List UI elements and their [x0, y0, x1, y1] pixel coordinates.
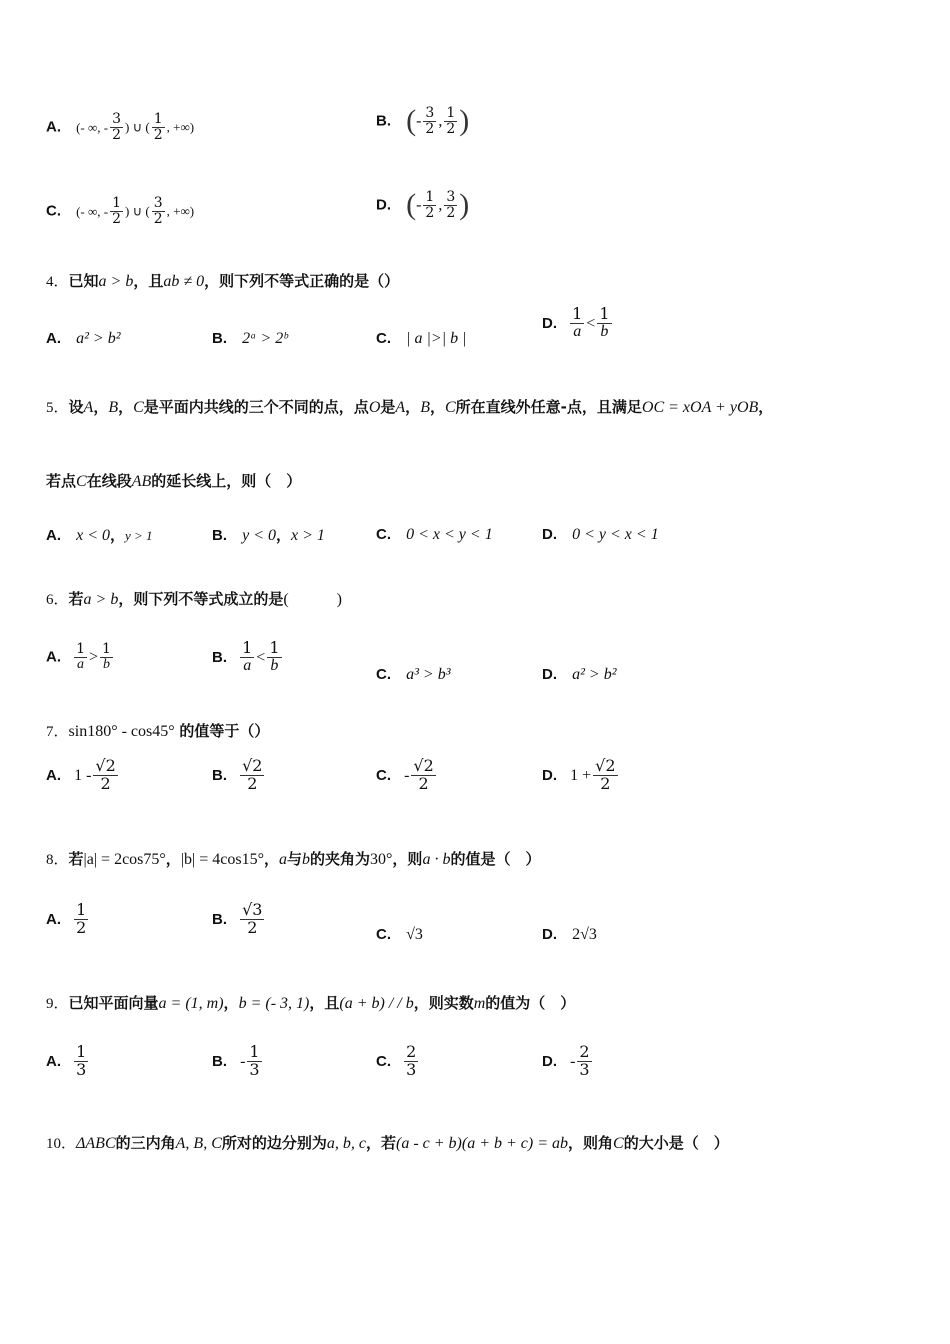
question-10-stem: 10．ΔABC的三内角A, B, C所对的边分别为a, b, c，若(a - c + b)(a + b + c) = ab，则角C的大小是（ ） [46, 1134, 729, 1152]
q9-option-b[interactable]: B. - $\frac{1}{3}$ [212, 1042, 260, 1079]
q4-option-d[interactable]: D. $\frac{1}{a}$ < $\frac{1}{b}$ [542, 304, 610, 340]
q8-option-c[interactable]: C. √3 [376, 926, 423, 943]
q8-option-a[interactable]: A. $\frac{1}{2}$ [46, 900, 87, 937]
question-4-stem: 4．已知a > b，且ab ≠ 0，则下列不等式正确的是（） [46, 272, 400, 290]
q6-option-a[interactable]: A. $\frac{1}{a}$ > $\frac{1}{b}$ [46, 641, 111, 672]
q6-option-c[interactable]: C. a³ > b³ [376, 666, 451, 683]
q9-option-c[interactable]: C. $\frac{2}{3}$ [376, 1042, 417, 1079]
q5-option-c[interactable]: C. 0 < x < y < 1 [376, 526, 493, 543]
question-8-stem: 8．若|a| = 2cos75°，|b| = 4cos15°，a与b的夹角为30°，则a · b的值是（ ） [46, 850, 541, 868]
q9-option-d[interactable]: D. - $\frac{2}{3}$ [542, 1042, 590, 1079]
q6-option-b[interactable]: B. $\frac{1}{a}$ < $\frac{1}{b}$ [212, 638, 280, 674]
q4-option-c[interactable]: C. | a |>| b | [376, 330, 467, 347]
q3-option-a[interactable]: A. (- ∞, - $\frac{3}{2}$ ) ∪ ( $\frac{1}{2}$ , +∞) [46, 111, 195, 143]
q4-option-b[interactable]: B. 2ᵃ > 2ᵇ [212, 330, 288, 347]
q4-option-a[interactable]: A. a² > b² [46, 330, 121, 347]
q3-option-d[interactable]: D. (- $\frac{1}{2}$ , $\frac{3}{2}$ ) [376, 188, 470, 221]
q5-option-a[interactable]: A. x < 0，y > 1 [46, 526, 153, 544]
option-label: A. [46, 118, 61, 136]
question-5-stem: 5．设A，B，C是平面内共线的三个不同的点，点O是A，B，C所在直线外任意-点，且满足OC = xOA + yOB， [46, 398, 774, 416]
q7-option-d[interactable]: D. 1 + $\frac{√2}{2}$ [542, 756, 616, 793]
q7-option-b[interactable]: B. $\frac{√2}{2}$ [212, 756, 263, 793]
q6-option-d[interactable]: D. a² > b² [542, 666, 617, 683]
question-6-stem: 6．若a > b，则下列不等式成立的是( ) [46, 590, 343, 608]
q9-option-a[interactable]: A. $\frac{1}{3}$ [46, 1042, 87, 1079]
question-7-stem: 7．sin180° - cos45° 的值等于（） [46, 722, 270, 740]
q3-option-b[interactable]: B. (- $\frac{3}{2}$ , $\frac{1}{2}$ ) [376, 104, 470, 137]
question-5-stem-line2: 若点C在线段AB的延长线上，则（ ） [46, 472, 302, 490]
q8-option-b[interactable]: B. $\frac{√3}{2}$ [212, 900, 263, 937]
q8-option-d[interactable]: D. 2√3 [542, 926, 597, 943]
q3-option-c[interactable]: C. (- ∞, - $\frac{1}{2}$ ) ∪ ( $\frac{3}{2}$ , +∞) [46, 195, 195, 227]
q7-option-a[interactable]: A. 1 - $\frac{√2}{2}$ [46, 756, 116, 793]
q7-option-c[interactable]: C. - $\frac{√2}{2}$ [376, 756, 434, 793]
question-9-stem: 9．已知平面向量a = (1, m)，b = (- 3, 1)，且(a + b) / / b，则实数m的值为（ ） [46, 994, 576, 1012]
q5-option-d[interactable]: D. 0 < y < x < 1 [542, 526, 659, 543]
q5-option-b[interactable]: B. y < 0，x > 1 [212, 526, 325, 544]
